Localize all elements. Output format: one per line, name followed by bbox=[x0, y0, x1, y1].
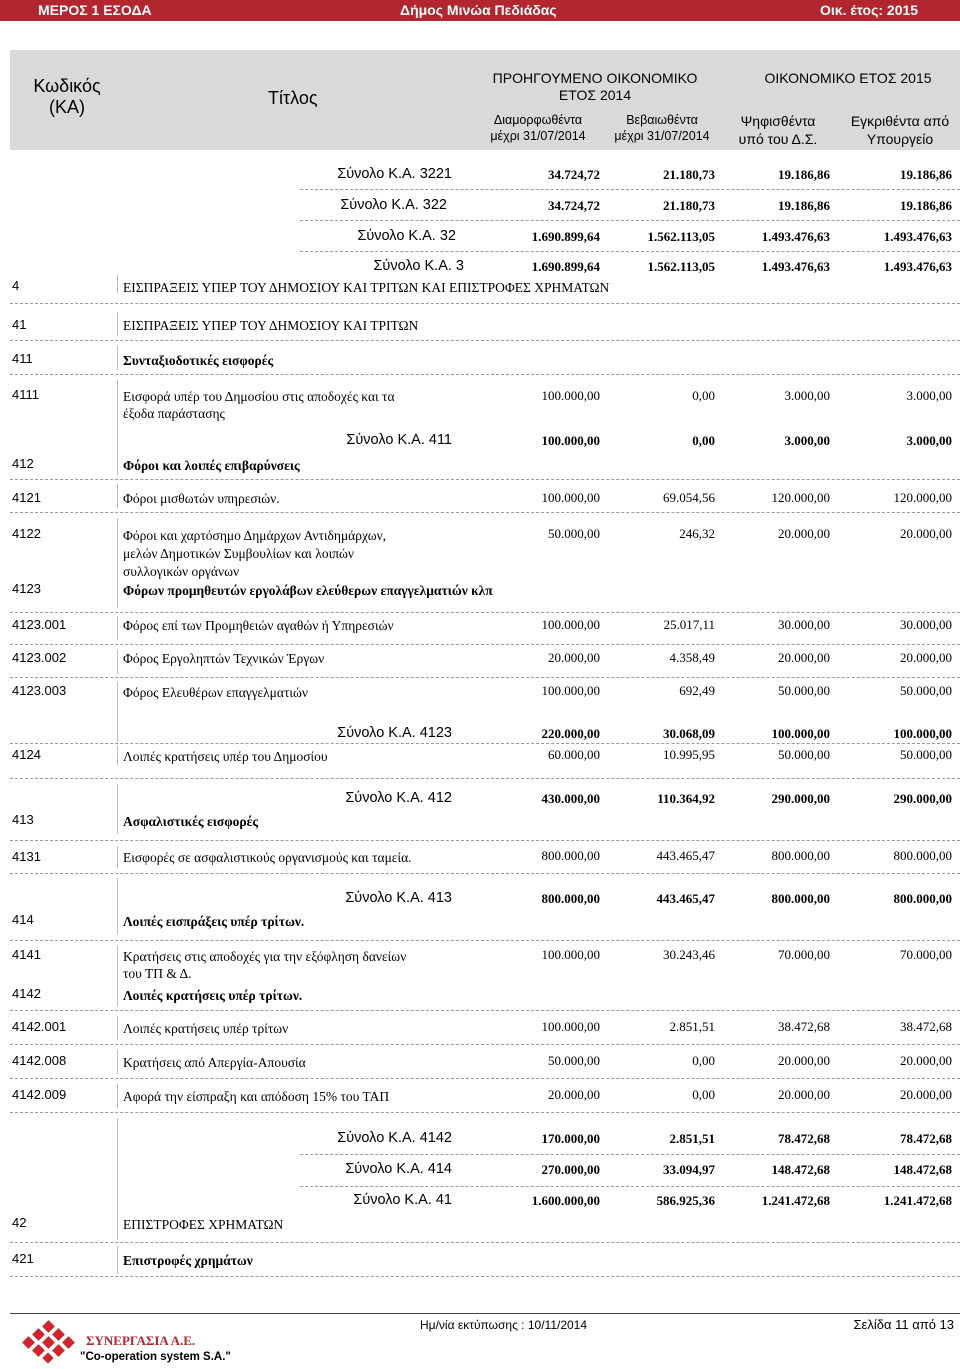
row-code: 4123.003 bbox=[12, 683, 67, 698]
row-title: Φόρων προμηθευτών εργολάβων ελεύθερων επαγγελματιών κλπ bbox=[123, 583, 493, 598]
row-title: Φόρος Ελευθέρων επαγγελματιών bbox=[123, 685, 309, 700]
row-code: 4121 bbox=[12, 490, 41, 505]
row-code: 4123.002 bbox=[12, 650, 67, 665]
row-code: 421 bbox=[12, 1251, 34, 1266]
row-title: Κρατήσεις από Απεργία-Απουσία bbox=[123, 1055, 306, 1070]
row-title: Κρατήσεις στις αποδοχές για την εξόφληση δανείων του ΤΠ & Δ. bbox=[123, 949, 407, 981]
row-code: 4142.001 bbox=[12, 1019, 67, 1034]
prev-year-header: ΠΡΟΗΓΟΥΜΕΝΟ ΟΙΚΟΝΟΜΙΚΟ ΕΤΟΣ 2014 bbox=[492, 70, 698, 103]
approved-header: Εγκριθέντα από Υπουργείο bbox=[850, 113, 950, 147]
code-header: Κωδικός (ΚΑ) bbox=[33, 76, 101, 117]
company-logo bbox=[18, 1318, 88, 1364]
row-title: Φόροι και χαρτόσημο Δημάρχων Αντιδημάρχων, μελών Δημοτικών Συμβουλίων και λοιπών συλλογικών οργάνων bbox=[123, 528, 387, 579]
row-title: ΕΠΙΣΤΡΟΦΕΣ ΧΡΗΜΑΤΩΝ bbox=[123, 1217, 284, 1232]
top-bar bbox=[0, 0, 960, 21]
row-code: 4123.001 bbox=[12, 617, 67, 632]
row-code: 4111 bbox=[12, 387, 39, 402]
row-code: 4141 bbox=[12, 947, 41, 962]
row-title: ΕΙΣΠΡΑΞΕΙΣ ΥΠΕΡ ΤΟΥ ΔΗΜΟΣΙΟΥ ΚΑΙ ΤΡΙΤΩΝ ΚΑΙ ΕΠΙΣΤΡΟΦΕΣ ΧΡΗΜΑΤΩΝ bbox=[123, 280, 610, 295]
municipality-label: Δήμος Μινώα Πεδιάδας bbox=[400, 2, 557, 18]
company-name: ΣΥΝΕΡΓΑΣΙΑ Α.Ε. bbox=[86, 1333, 196, 1348]
row-title: Φόρος επί των Προμηθειών αγαθών ή Υπηρεσιών bbox=[123, 618, 394, 633]
row-code: 413 bbox=[12, 812, 34, 827]
row-title: Εισφορά υπέρ του Δημοσίου στις αποδοχές και τα έξοδα παράστασης bbox=[123, 389, 395, 421]
voted-header: Ψηφισθέντα υπό του Δ.Σ. bbox=[738, 113, 818, 147]
fiscal-year-label: Οικ. έτος: 2015 bbox=[820, 2, 919, 18]
row-code: 4124 bbox=[12, 747, 41, 762]
certified-header: Βεβαιωθέντα μέχρι 31/07/2014 bbox=[614, 113, 710, 143]
row-title: Φόροι και λοιπές επιβαρύνσεις bbox=[123, 458, 300, 473]
footer-divider bbox=[10, 1313, 960, 1314]
row-code: 4142 bbox=[12, 986, 41, 1001]
row-title: Ασφαλιστικές εισφορές bbox=[123, 814, 259, 829]
row-title: Αφορά την είσπραξη και απόδοση 15% του ΤΑΠ bbox=[123, 1089, 390, 1104]
company-name-en: "Co-operation system S.A." bbox=[80, 1351, 231, 1363]
print-date: Ημ/νία εκτύπωσης : 10/11/2014 bbox=[420, 1318, 588, 1332]
row-code: 41 bbox=[12, 317, 27, 332]
row-title: Φόρος Εργοληπτών Τεχνικών Έργων bbox=[123, 651, 325, 666]
shaped-header: Διαμορφωθέντα μέχρι 31/07/2014 bbox=[490, 113, 586, 143]
row-code: 42 bbox=[12, 1215, 27, 1230]
row-title: Λοιπές κρατήσεις υπέρ του Δημοσίου bbox=[123, 749, 328, 764]
row-code: 4131 bbox=[12, 849, 41, 864]
row-title: Επιστροφές χρημάτων bbox=[123, 1253, 253, 1268]
row-title: Λοιπές κρατήσεις υπέρ τρίτων bbox=[123, 1021, 289, 1036]
row-code: 414 bbox=[12, 912, 34, 927]
row-code: 4122 bbox=[12, 526, 41, 541]
row-title: Εισφορές σε ασφαλιστικούς οργανισμούς και ταμεία. bbox=[123, 850, 412, 865]
row-title: Συνταξιοδοτικές εισφορές bbox=[123, 353, 274, 368]
part-label: ΜΕΡΟΣ 1 ΕΣΟΔΑ bbox=[38, 2, 152, 18]
title-header: Τίτλος bbox=[268, 88, 318, 108]
column-header bbox=[10, 50, 960, 150]
row-code: 411 bbox=[12, 351, 33, 366]
row-code: 4142.008 bbox=[12, 1053, 67, 1068]
row-title: Λοιπές κρατήσεις υπέρ τρίτων. bbox=[123, 988, 303, 1003]
row-title: Λοιπές εισπράξεις υπέρ τρίτων. bbox=[123, 914, 305, 929]
row-title: ΕΙΣΠΡΑΞΕΙΣ ΥΠΕΡ ΤΟΥ ΔΗΜΟΣΙΟΥ ΚΑΙ ΤΡΙΤΩΝ bbox=[123, 318, 419, 333]
row-title: Φόροι μισθωτών υπηρεσιών. bbox=[123, 491, 280, 506]
row-code: 4 bbox=[12, 278, 20, 293]
current-year-header: ΟΙΚΟΝΟΜΙΚΟ ΕΤΟΣ 2015 bbox=[764, 70, 932, 86]
row-code: 412 bbox=[12, 456, 34, 471]
page-number: Σελίδα 11 από 13 bbox=[853, 1317, 954, 1332]
row-code: 4142.009 bbox=[12, 1087, 67, 1102]
row-code: 4123 bbox=[12, 581, 41, 596]
